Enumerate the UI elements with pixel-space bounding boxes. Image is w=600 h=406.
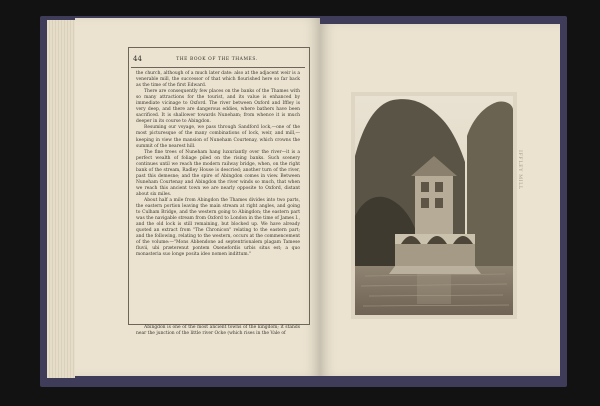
header-rule	[131, 67, 305, 68]
mill-photograph	[355, 96, 513, 315]
photo-caption: IFFLEY MILL	[517, 150, 522, 190]
body-text	[136, 71, 300, 258]
paragraph: the church, although of a much later date: also at the adjacent weir is a venerable mill, the successor of that which flourished here so far back as the time of the first Edward.	[136, 71, 300, 89]
paragraph: The fine trees of Nuneham hang luxuriantly over the river—it is a perfect wealth of foliage piled on the rising banks. Such scenery continues until we reach the modern railway bridge, when, on the right bank of the stream, Radley House is descried; another turn of the river, past this demesne; and the spire of Abingdon comes in view. Between Nuneham Courtenay and Abingdon the river winds so much, that when we reach this ancient town we are nearly opposite to Oxford, distant about six miles.	[136, 149, 300, 197]
page-edges	[47, 20, 75, 378]
continuation-text: Abingdon is one of the most ancient towns of the kingdom; it stands near the junction of the little river Ocke (which rises in the Vale of	[136, 325, 300, 337]
page-number: 44	[133, 55, 142, 63]
paragraph: Resuming our voyage, we pass through Sandford lock,—one of the most picturesque of the many combinations of lock, weir, and mill,—keeping in view the mansion of Nuneham Courtenay, which crowns the summit of the nearest hill.	[136, 125, 300, 149]
running-head: THE BOOK OF THE THAMES.	[176, 57, 258, 62]
paragraph: About half a mile from Abingdon the Thames divides into two parts, the eastern portion leaving the main stream at right angles, and going to Culham Bridge, and the western going to Abingdon; the eastern part was the navigable stream from Oxford to London in the time of James I., and the old lock is still remaining, but blocked up. We have already quoted an extract from "The Chronicon" relating to the eastern part; and the following, relating to the western, occurs at the commencement of the volume:—"Mons Abbendone ad septentrionalem plagam Tamese fluvii, ubi præterenut pontem Oxenefordis urbis situs est; a quo monasteria suo longe posita ideo nomen indittum."	[136, 197, 300, 258]
paragraph: There are consequently few places on the banks of the Thames with so many attractions for the tourist, and its value is enhanced by immediate vicinage to Oxford. The river between Oxford and Iffley is very deep, and there are dangerous eddies, where bathers have been sacrificed. It is shallower towards Nuneham; from whence it is much deeper in its course to Abingdon.	[136, 89, 300, 125]
